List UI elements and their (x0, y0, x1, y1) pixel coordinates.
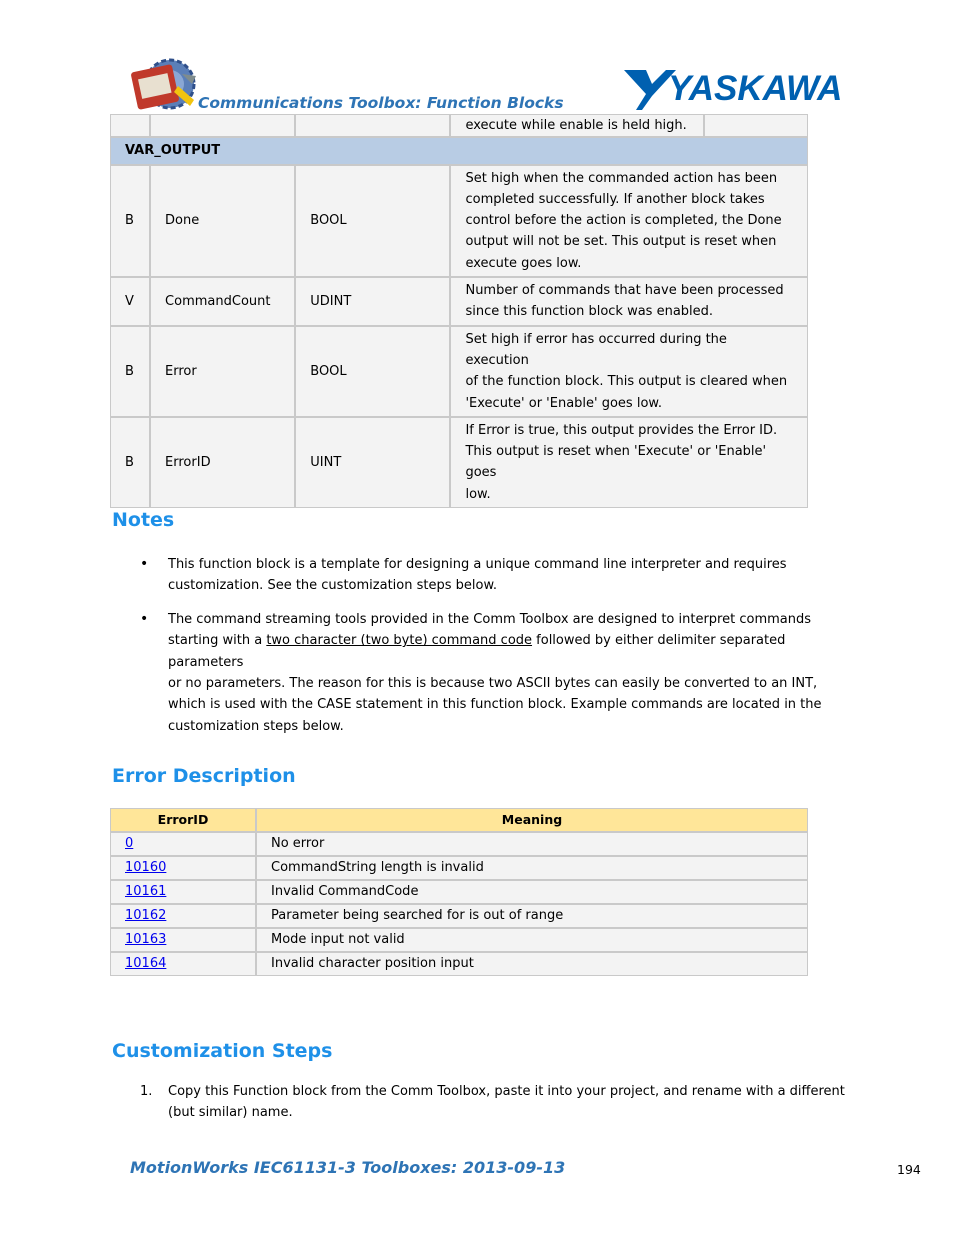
table-row (110, 165, 808, 277)
table-row (110, 856, 808, 880)
section-row (110, 137, 808, 164)
table-row (110, 277, 808, 326)
error-id-link[interactable]: 10164 (125, 956, 167, 971)
note-line: which is used with the CASE statement in this function block. Example commands are located in the (168, 697, 822, 713)
table-row (110, 904, 808, 928)
var-kind: B (110, 165, 150, 277)
error-meaning: Mode input not valid (256, 928, 808, 952)
var-name: Done (150, 165, 295, 277)
error-meaning: Invalid character position input (256, 952, 808, 976)
description-line: This output is reset when 'Execute' or 'Enable' goes (465, 444, 767, 481)
description-line: Set high if error has occurred during the execution (465, 331, 727, 368)
table-row (110, 928, 808, 952)
step-line: (but similar) name. (168, 1105, 293, 1121)
error-meaning: Invalid CommandCode (256, 880, 808, 904)
var-kind: V (110, 277, 150, 326)
description-line: Number of commands that have been processed (465, 283, 784, 299)
var-description (450, 277, 808, 326)
error-id-link[interactable]: 10160 (125, 860, 167, 875)
page-number: 194 (897, 1162, 921, 1177)
error-meaning: No error (256, 832, 808, 856)
description-line: control before the action is completed, the Done (465, 213, 782, 229)
description-line: completed successfully. If another block takes (465, 191, 765, 207)
variables-table (110, 114, 808, 508)
var-type: BOOL (295, 326, 450, 417)
note-line: or no parameters. The reason for this is because two ASCII bytes can easily be converted to an INT, (168, 676, 818, 692)
description-line: Set high when the commanded action has been (465, 170, 778, 186)
note-line: customization steps below. (168, 718, 344, 734)
var-type: UINT (295, 417, 450, 508)
command-code-link[interactable]: two character (two byte) command code (266, 633, 533, 649)
error-description-heading: Error Description (112, 765, 296, 787)
step-line: Copy this Function block from the Comm Toolbox, paste it into your project, and rename with a different (168, 1084, 845, 1099)
var-name: CommandCount (150, 277, 295, 326)
note-line: This function block is a template for designing a unique command line interpreter and requires (168, 557, 787, 572)
column-header-errorid: ErrorID (110, 808, 256, 832)
table-row (110, 952, 808, 976)
note-line: customization. See the customization steps below. (168, 578, 498, 594)
notes-heading: Notes (112, 509, 175, 531)
note-line (168, 630, 858, 673)
continuation-description: execute while enable is held high. (450, 114, 703, 137)
bullet-icon: • (140, 556, 149, 572)
list-item (140, 609, 858, 737)
description-line: since this function block was enabled. (465, 304, 714, 320)
error-id-link[interactable]: 10161 (125, 884, 167, 899)
description-line: of the function block. This output is cleared when (465, 374, 788, 390)
var-description (450, 417, 808, 508)
table-row (110, 880, 808, 904)
var-kind: B (110, 326, 150, 417)
description-line: execute goes low. (465, 255, 582, 271)
step-number: 1. (140, 1084, 153, 1099)
var-type: BOOL (295, 165, 450, 277)
bullet-icon: • (140, 611, 149, 628)
error-id-link[interactable]: 10163 (125, 932, 167, 947)
yaskawa-wordmark: YASKAWA (668, 69, 843, 108)
var-kind: B (110, 417, 150, 508)
description-line: output will not be set. This output is reset when (465, 234, 777, 250)
description-line: If Error is true, this output provides the Error ID. (465, 422, 778, 438)
error-id-link[interactable]: 0 (125, 836, 134, 851)
var-name: ErrorID (150, 417, 295, 508)
section-label: VAR_OUTPUT (110, 137, 808, 164)
list-item (140, 554, 858, 597)
customization-step (140, 1081, 850, 1124)
notes-list (140, 554, 858, 750)
var-description (450, 326, 808, 417)
table-row (110, 326, 808, 417)
customization-heading: Customization Steps (112, 1040, 333, 1062)
note-text: followed by either delimiter separated parameters (168, 633, 786, 670)
table-row (110, 417, 808, 508)
error-id-link[interactable]: 10162 (125, 908, 167, 923)
var-type: UDINT (295, 277, 450, 326)
note-line: The command streaming tools provided in the Comm Toolbox are designed to interpret commands (168, 612, 812, 628)
error-meaning: Parameter being searched for is out of range (256, 904, 808, 928)
continuation-row (110, 114, 808, 137)
column-header-meaning: Meaning (256, 808, 808, 832)
note-text: starting with a (168, 633, 267, 649)
var-name: Error (150, 326, 295, 417)
description-line: 'Execute' or 'Enable' goes low. (465, 395, 662, 411)
error-meaning: CommandString length is invalid (256, 856, 808, 880)
table-row (110, 832, 808, 856)
footer-title: MotionWorks IEC61131-3 Toolboxes: 2013-09-13 (130, 1158, 566, 1177)
error-table (110, 808, 808, 976)
yaskawa-logo (622, 66, 844, 112)
toolbox-logo-image (130, 56, 200, 112)
header-title: Communications Toolbox: Function Blocks (198, 94, 564, 112)
description-line: low. (465, 486, 491, 502)
var-description (450, 165, 808, 277)
error-table-header (110, 808, 808, 832)
